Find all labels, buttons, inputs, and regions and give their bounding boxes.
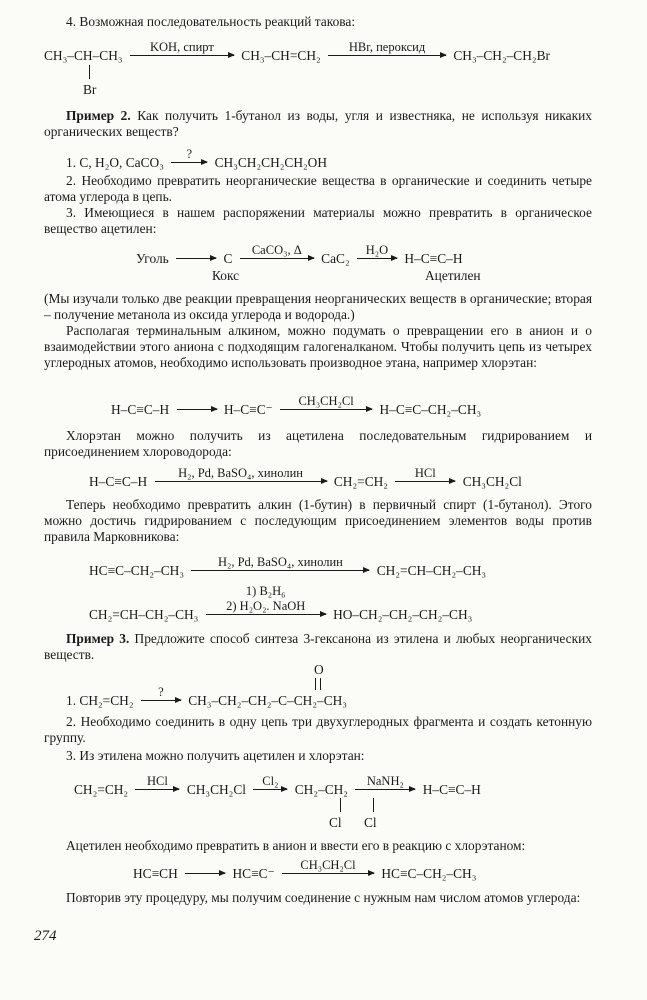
ex3-eq-d: H–C≡C–H <box>422 782 481 797</box>
ex2-eq4 <box>89 555 487 579</box>
ex3-eq2-b: HC≡C⁻ <box>232 866 275 881</box>
eq2-a: H–C≡C–H <box>111 402 170 417</box>
eq2-arrow2: CH₃CH₂Cl <box>280 402 372 418</box>
acetylene: H–C≡C–H <box>404 251 463 266</box>
eq2-c: H–C≡C–CH₂–CH₃ <box>379 402 482 417</box>
arrow-coal <box>176 251 216 267</box>
eq3-c: CH₃CH₂Cl <box>462 474 522 489</box>
ex2-eq3 <box>89 466 522 490</box>
cl-bond-1 <box>340 798 341 812</box>
example2-text: Как получить 1-бутанол из воды, угля и известняка, не используя никаких органических веществ? <box>44 108 592 139</box>
ex2-step1-arrow: ? <box>171 155 207 171</box>
example2-label: Пример 2. <box>66 108 131 123</box>
page-number: 274 <box>34 928 57 944</box>
coal: Уголь <box>136 251 169 266</box>
example3-text: Предложите способ синтеза 3-гексанона из этилена и любых неорганических веществ. <box>44 631 592 662</box>
ex2-eq2 <box>111 394 482 418</box>
ex3-step2: 2. Необходимо соединить в одну цепь три двухуглеродных фрагмента и создать кетонную группу. <box>44 714 592 745</box>
chlorine-2: Cl <box>364 815 377 830</box>
ex3-step1 <box>66 685 347 709</box>
ex3-step1-right: CH₃–CH₂–CH₂–C–CH₂–CH₃ <box>188 693 347 708</box>
ex3-acetylene-anion: Ацетилен необходимо превратить в анион и ввести его в реакцию с хлорэтаном: <box>66 838 526 853</box>
ex2-eq5 <box>89 584 473 623</box>
ex3-eq1 <box>74 774 481 798</box>
ex3-oxygen: O <box>314 662 324 677</box>
eq5-a: CH₂=CH–CH₂–CH₃ <box>89 607 199 622</box>
eq4-a: HC≡C–CH₂–CH₃ <box>89 563 185 578</box>
eq3-arrow2: HCl <box>395 474 455 490</box>
arrow-h2o: H₂O <box>357 251 397 267</box>
eq4-arrow: H₂, Pd, BaSO₄, хинолин <box>191 563 369 579</box>
ex3-eq2-a: HC≡CH <box>133 866 178 881</box>
eq1-arrow-koh: KOH, спирт <box>130 48 234 64</box>
ex3-eq2-c: HC≡C–CH₂–CH₃ <box>381 866 477 881</box>
eq1-arrow-hbr: HBr, пероксид <box>328 48 446 64</box>
ex3-eq2 <box>133 858 477 882</box>
eq3-a: H–C≡C–H <box>89 474 148 489</box>
ex3-double-bond <box>315 678 321 690</box>
ex3-arrow-hcl: HCl <box>135 782 179 798</box>
eq1-bond <box>89 65 90 79</box>
ex3-step3: 3. Из этилена можно получить ацетилен и хлорэтан: <box>66 748 365 763</box>
chlorine-1: Cl <box>329 815 342 830</box>
ex3-eq-b: CH₃CH₂Cl <box>186 782 247 797</box>
ex3-eq2-arrow1 <box>185 866 225 882</box>
ex3-eq-a: CH₂=CH₂ <box>74 782 129 797</box>
eq4-b: CH₂=CH–CH₂–CH₃ <box>376 563 487 578</box>
eq1-br: Br <box>83 82 97 97</box>
example3-label: Пример 3. <box>66 631 130 646</box>
eq5-b: HO–CH₂–CH₂–CH₂–CH₃ <box>333 607 473 622</box>
ex3-eq-c: CH₂–CH₂ <box>294 782 348 797</box>
cac2: CaC₂ <box>321 251 350 266</box>
ex3-step1-left: 1. CH₂=CH₂ <box>66 693 134 708</box>
eq1-mid: CH₃–CH=CH₂ <box>241 48 321 63</box>
ex3-arrow-nanh2: NaNH₂ <box>355 782 415 798</box>
cl-bond-2 <box>373 798 374 812</box>
ex2-step3: 3. Имеющиеся в нашем распоряжении материалы можно превратить в органическое вещество ацетилен: <box>44 205 592 236</box>
eq5-arrow: 1) B₂H₆ 2) H₂O₂. NaOH <box>206 607 326 623</box>
eq1-reactant: CH₃–CH–CH₃ <box>44 48 123 63</box>
ex2-step1 <box>66 147 328 171</box>
ex2-acetylene-eq <box>136 243 463 267</box>
arrow-caco3: CaCO₃, Δ <box>240 251 314 267</box>
equation-1 <box>44 40 550 64</box>
ex2-now: Теперь необходимо превратить алкин (1-бутин) в первичный спирт (1-бутанол). Этого можно достичь гидрированием с последующим присоединением элементов воды против правила Марковникова: <box>44 497 592 544</box>
carbon: C <box>223 251 233 266</box>
ex3-step1-arrow: ? <box>141 693 181 709</box>
ex3-repeat: Повторив эту процедуру, мы получим соединение с нужным нам числом атомов углерода: <box>66 890 581 905</box>
ex3-eq2-arrow2: CH₃CH₂Cl <box>282 866 374 882</box>
ex2-chloro: Хлорэтан можно получить из ацетилена последовательным гидрированием и присоединением хлороводорода: <box>44 428 592 459</box>
acetylene-label: Ацетилен <box>425 268 481 283</box>
eq3-arrow1: H₂, Pd, BaSO₄, хинолин <box>155 474 327 490</box>
cokes-label: Кокс <box>212 268 240 283</box>
paragraph-step4: 4. Возможная последовательность реакций такова: <box>66 14 356 29</box>
ex3-arrow-cl2: Cl₂ <box>253 782 287 798</box>
example2-paragraph <box>44 108 592 140</box>
ex2-step1-left: 1. C, H₂O, CaCO₃ <box>66 155 164 170</box>
eq1-product: CH₃–CH₂–CH₂Br <box>453 48 550 63</box>
ex2-note: (Мы изучали только две реакции превращения неорганических веществ в органические; вторая – получение метанола из оксида углерода и водорода.) <box>44 291 592 322</box>
ex2-terminal: Располагая терминальным алкином, можно подумать о превращении его в анион и о взаимодействии этого аниона с подходящим галогеналканом. Чтобы получить цепь из четырех углеродных атомов, необходимо использовать производное этана, например хлорэтан: <box>44 323 592 370</box>
eq2-arrow1 <box>177 402 217 418</box>
eq2-b: H–C≡C⁻ <box>223 402 273 417</box>
example3-paragraph <box>44 631 592 663</box>
ex2-step1-right: CH₃CH₂CH₂CH₂OH <box>214 155 328 170</box>
eq3-b: CH₂=CH₂ <box>333 474 388 489</box>
ex2-step2: 2. Необходимо превратить неорганические вещества в органические и соединить четыре атома углерода в цепь. <box>44 173 592 204</box>
